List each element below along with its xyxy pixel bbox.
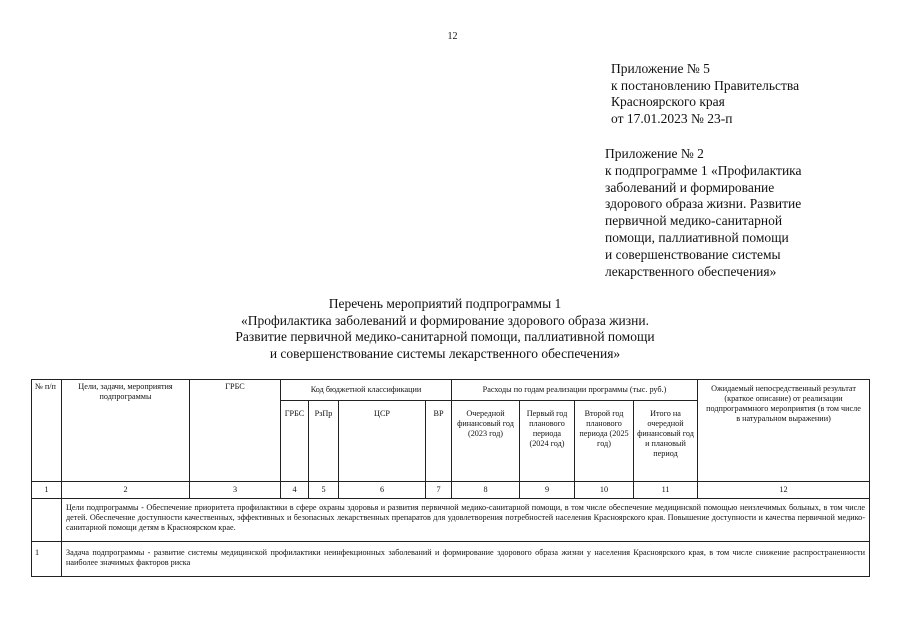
subheader-vr: ВР — [426, 401, 452, 482]
header-budget-code: Код бюджетной классификации — [281, 380, 452, 401]
column-number: 11 — [634, 482, 698, 499]
subheader-year-2023: Очередной финансовый год (2023 год) — [452, 401, 520, 482]
appendix-2-line: первичной медико-санитарной — [605, 213, 783, 229]
subheader-grbs: ГРБС — [281, 401, 309, 482]
column-number: 9 — [520, 482, 575, 499]
column-number: 7 — [426, 482, 452, 499]
header-row — [32, 380, 870, 401]
column-number: 4 — [281, 482, 309, 499]
header-result: Ожидаемый непосредственный результат (краткое описание) от реализации подпрограммного мероприятия (в том числе в натуральном выражении) — [698, 380, 870, 482]
appendix-5-line: Красноярского края — [611, 94, 725, 109]
appendix-5-line: от 17.01.2023 № 23-п — [611, 110, 733, 126]
goal-row-index — [32, 499, 62, 542]
appendix-5-header — [611, 61, 871, 127]
column-number: 10 — [575, 482, 634, 499]
subheader-csr: ЦСР — [339, 401, 426, 482]
goal-row — [32, 499, 870, 542]
task-row-text: Задача подпрограммы - развитие системы медицинской профилактики неинфекционных заболеваний и формирование здорового образа жизни у населения Красноярского края, в том числе снижение распространенности наиболее значимых факторов риска — [62, 542, 870, 577]
appendix-2-line: помощи, паллиативной помощи — [605, 229, 789, 245]
title-line: Развитие первичной медико-санитарной помощи, паллиативной помощи — [235, 329, 655, 345]
task-row-index: 1 — [32, 542, 62, 577]
subheader-year-2025: Второй год планового периода (2025 год) — [575, 401, 634, 482]
title-line: «Профилактика заболеваний и формирование здорового образа жизни. — [241, 312, 649, 328]
task-row — [32, 542, 870, 577]
column-number: 6 — [339, 482, 426, 499]
subheader-year-2024: Первый год планового периода (2024 год) — [520, 401, 575, 482]
header-num: № п/п — [32, 380, 62, 482]
appendix-2-header — [605, 146, 875, 280]
appendix-2-line: Приложение № 2 — [605, 146, 704, 161]
subheader-total: Итого на очередной финансовый год и плановый период — [634, 401, 698, 482]
column-number: 8 — [452, 482, 520, 499]
header-expenses: Расходы по годам реализации программы (тыс. руб.) — [452, 380, 698, 401]
column-number-row — [32, 482, 870, 499]
header-grbs: ГРБС — [190, 380, 281, 482]
appendix-2-line: здорового образа жизни. Развитие — [605, 196, 802, 212]
column-number: 2 — [62, 482, 190, 499]
appendix-2-line: и совершенствование системы — [605, 246, 781, 262]
column-number: 1 — [32, 482, 62, 499]
subheader-rzpr: РзПр — [309, 401, 339, 482]
measures-table — [31, 379, 870, 577]
header-goals: Цели, задачи, мероприятия подпрограммы — [62, 380, 190, 482]
goal-row-text: Цели подпрограммы - Обеспечение приоритета профилактики в сфере охраны здоровья и развития первичной медико-санитарной помощи, в том числе обеспечение медицинской помощью неизлечимых больных, в том числе детей. Обеспечение доступности качественных, эффективных и безопасных лекарственных препаратов для удовлетворения потребностей населения Красноярского края. Повышение доступности и качества первичной медико-санитарной помощи детям в Красноярском крае. — [62, 499, 870, 542]
title-line: и совершенствование системы лекарственного обеспечения» — [269, 346, 621, 362]
appendix-2-line: к подпрограмме 1 «Профилактика — [605, 162, 802, 178]
column-number: 5 — [309, 482, 339, 499]
column-number: 12 — [698, 482, 870, 499]
document-title — [150, 296, 740, 363]
appendix-2-line: лекарственного обеспечения» — [605, 263, 777, 279]
page-number: 12 — [447, 31, 458, 42]
title-line: Перечень мероприятий подпрограммы 1 — [328, 296, 562, 311]
appendix-2-line: заболеваний и формирование — [605, 179, 775, 195]
appendix-5-line: к постановлению Правительства — [611, 77, 800, 93]
column-number: 3 — [190, 482, 281, 499]
appendix-5-line: Приложение № 5 — [611, 61, 710, 76]
